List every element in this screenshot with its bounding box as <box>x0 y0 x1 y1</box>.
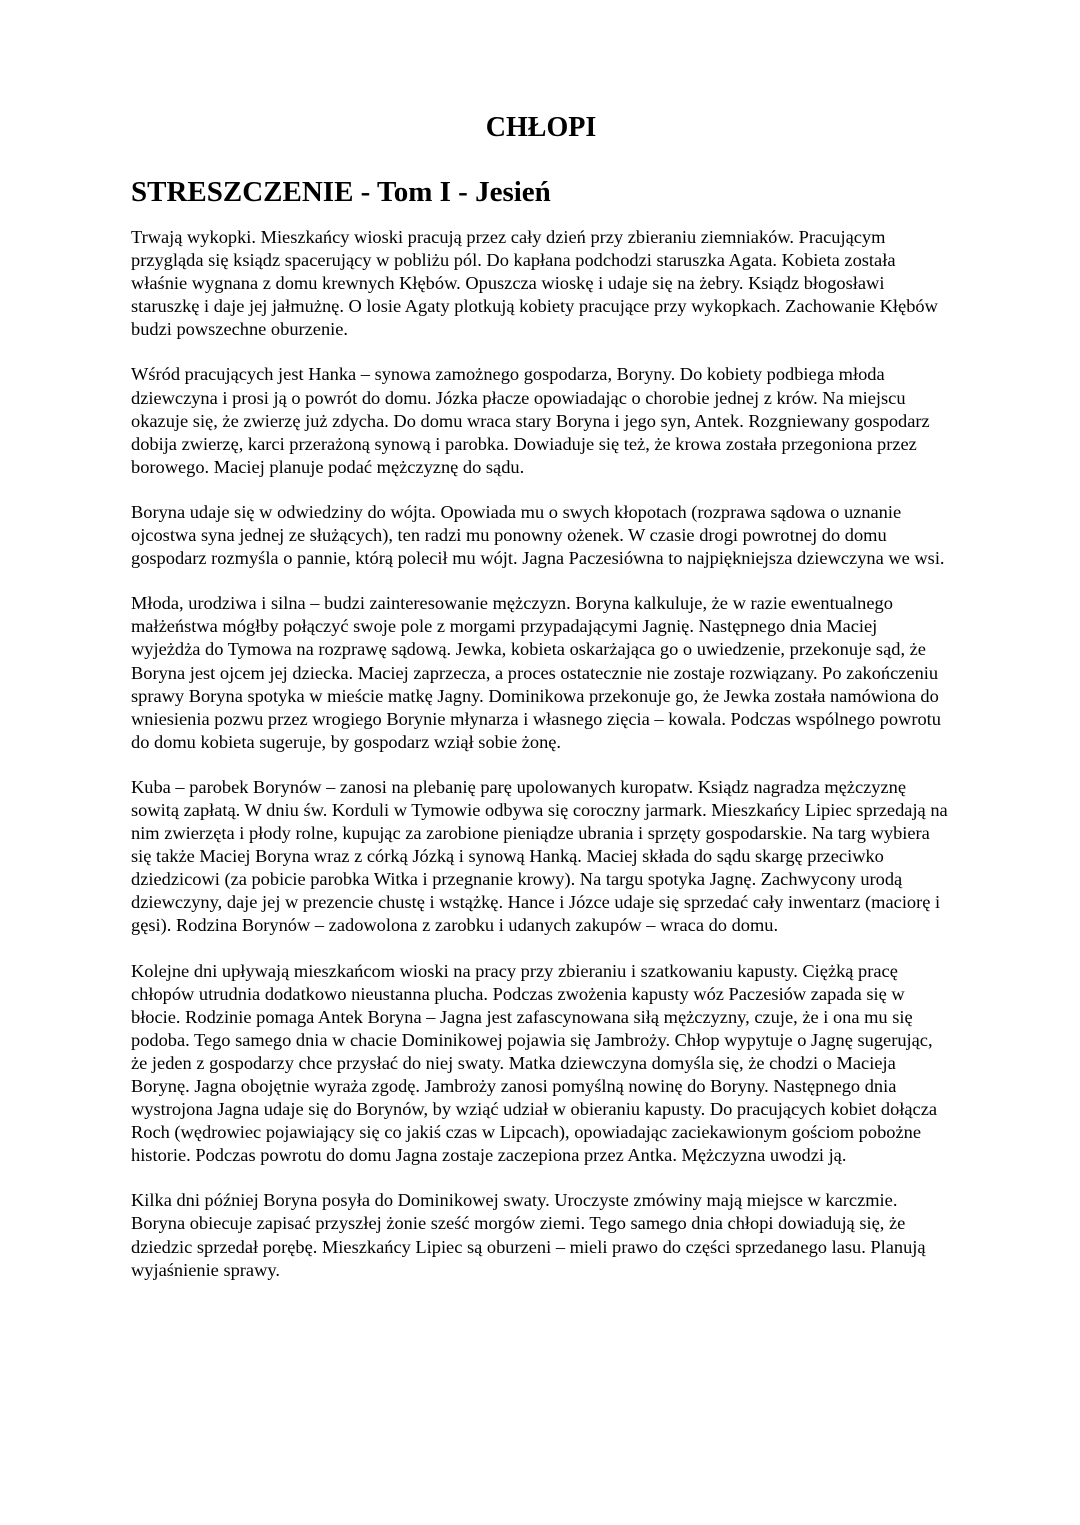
section-heading: STRESZCZENIE - Tom I - Jesień <box>131 176 551 208</box>
paragraph-6: Kolejne dni upływają mieszkańcom wioski na pracy przy zbieraniu i szatkowaniu kapusty. Ciężką pracę chłopów utrudnia dodatkowo nieustanna plucha. Podczas zwożenia kapusty wóz Paczesiów zapada się w błocie. Rodzinie pomaga Antek Boryna – Jagna jest zafascynowana siłą mężczyzny, czuje, że i ona mu się podoba. Tego samego dnia w chacie Dominikowej pojawia się Jambroży. Chłop wypytuje o Jagnę sugerując, że jeden z gospodarzy chce przysłać do niej swaty. Matka dziewczyna domyśla się, że chodzi o Macieja Borynę. Jagna obojętnie wyraża zgodę. Jambroży zanosi pomyślną nowinę do Boryny. Następnego dnia wystrojona Jagna udaje się do Borynów, by wziąć udział w obieraniu kapusty. Do pracujących kobiet dołącza Roch (wędrowiec pojawiający się co jakiś czas w Lipcach), opowiadając zaciekawionym gościom pobożne historie. Podczas powrotu do domu Jagna zostaje zaczepiona przez Antka. Mężczyzna uwodzi ją. <box>131 960 938 1166</box>
paragraph-4: Młoda, urodziwa i silna – budzi zainteresowanie mężczyzn. Boryna kalkuluje, że w razie ewentualnego małżeństwa mógłby połączyć swoje pole z morgami przypadającymi Jagnię. Następnego dnia Maciej wyjeżdża do Tymowa na rozprawę sądową. Jewka, kobieta oskarżająca go o uwiedzenie, przekonuje sąd, że Boryna jest ojcem jej dziecka. Maciej zaprzecza, a proces ostatecznie nie zostaje rozwiązany. Po zakończeniu sprawy Boryna spotyka w mieście matkę Jagny. Dominikowa przekonuje go, że Jewka została namówiona do wniesienia pozwu przez wrogiego Borynie młynarza i własnego zięcia – kowala. Podczas wspólnego powrotu do domu kobieta sugeruje, by gospodarz wziął sobie żonę. <box>131 593 941 752</box>
document-page <box>131 110 951 1282</box>
document-title: CHŁOPI <box>485 112 597 143</box>
paragraph-7: Kilka dni później Boryna posyła do Dominikowej swaty. Uroczyste zmówiny mają miejsce w karczmie. Boryna obiecuje zapisać przyszłej żonie sześć morgów ziemi. Tego samego dnia chłopi dowiadują się, że dziedzic sprzedał porębę. Mieszkańcy Lipiec są oburzeni – mieli prawo do części sprzedanego lasu. Planują wyjaśnienie sprawy. <box>131 1190 926 1280</box>
paragraph-5: Kuba – parobek Borynów – zanosi na plebanię parę upolowanych kuropatw. Ksiądz nagradza mężczyznę sowitą zapłatą. W dniu św. Korduli w Tymowie odbywa się coroczny jarmark. Mieszkańcy Lipiec sprzedają na nim zwierzęta i płody rolne, kupując za zarobione pieniądze ubrania i sprzęty gospodarskie. Na targ wybiera się także Maciej Boryna wraz z córką Józką i synową Hanką. Maciej składa do sądu skargę przeciwko dziedzicowi (za pobicie parobka Witka i przegnanie krowy). Na targu spotyka Jagnę. Zachwycony urodą dziewczyny, daje jej w prezencie chustę i wstążkę. Hance i Józce udaje się sprzedać cały inwentarz (maciorę i gęsi). Rodzina Borynów – zadowolona z zarobku i udanych zakupów – wraca do domu. <box>131 776 948 936</box>
paragraph-2: Wśród pracujących jest Hanka – synowa zamożnego gospodarza, Boryny. Do kobiety podbiega młoda dziewczyna i prosi ją o powrót do domu. Józka płacze opowiadając o chorobie jednej z krów. Na miejscu okazuje się, że zwierzę już zdycha. Do domu wraca stary Boryna i jego syn, Antek. Rozgniewany gospodarz dobija zwierzę, karci przerażoną synową i parobka. Dowiaduje się też, że krowa została przegoniona przez borowego. Maciej planuje podać mężczyznę do sądu. <box>131 364 930 477</box>
paragraph-3: Boryna udaje się w odwiedziny do wójta. Opowiada mu o swych kłopotach (rozprawa sądowa o uznanie ojcostwa syna jednej ze służących), ten radzi mu ponowny ożenek. W czasie drogi powrotnej do domu gospodarz rozmyśla o pannie, którą polecił mu wójt. Jagna Paczesiówna to najpiękniejsza dziewczyna we wsi. <box>131 501 945 569</box>
paragraph-1: Trwają wykopki. Mieszkańcy wioski pracują przez cały dzień przy zbieraniu ziemniaków. Pracującym przygląda się ksiądz spacerujący w pobliżu pól. Do kapłana podchodzi staruszka Agata. Kobieta została właśnie wygnana z domu krewnych Kłębów. Opuszcza wioskę i udaje się na żebry. Ksiądz błogosławi staruszkę i daje jej jałmużnę. O losie Agaty plotkują kobiety pracujące przy wykopkach. Zachowanie Kłębów budzi powszechne oburzenie. <box>131 227 938 340</box>
